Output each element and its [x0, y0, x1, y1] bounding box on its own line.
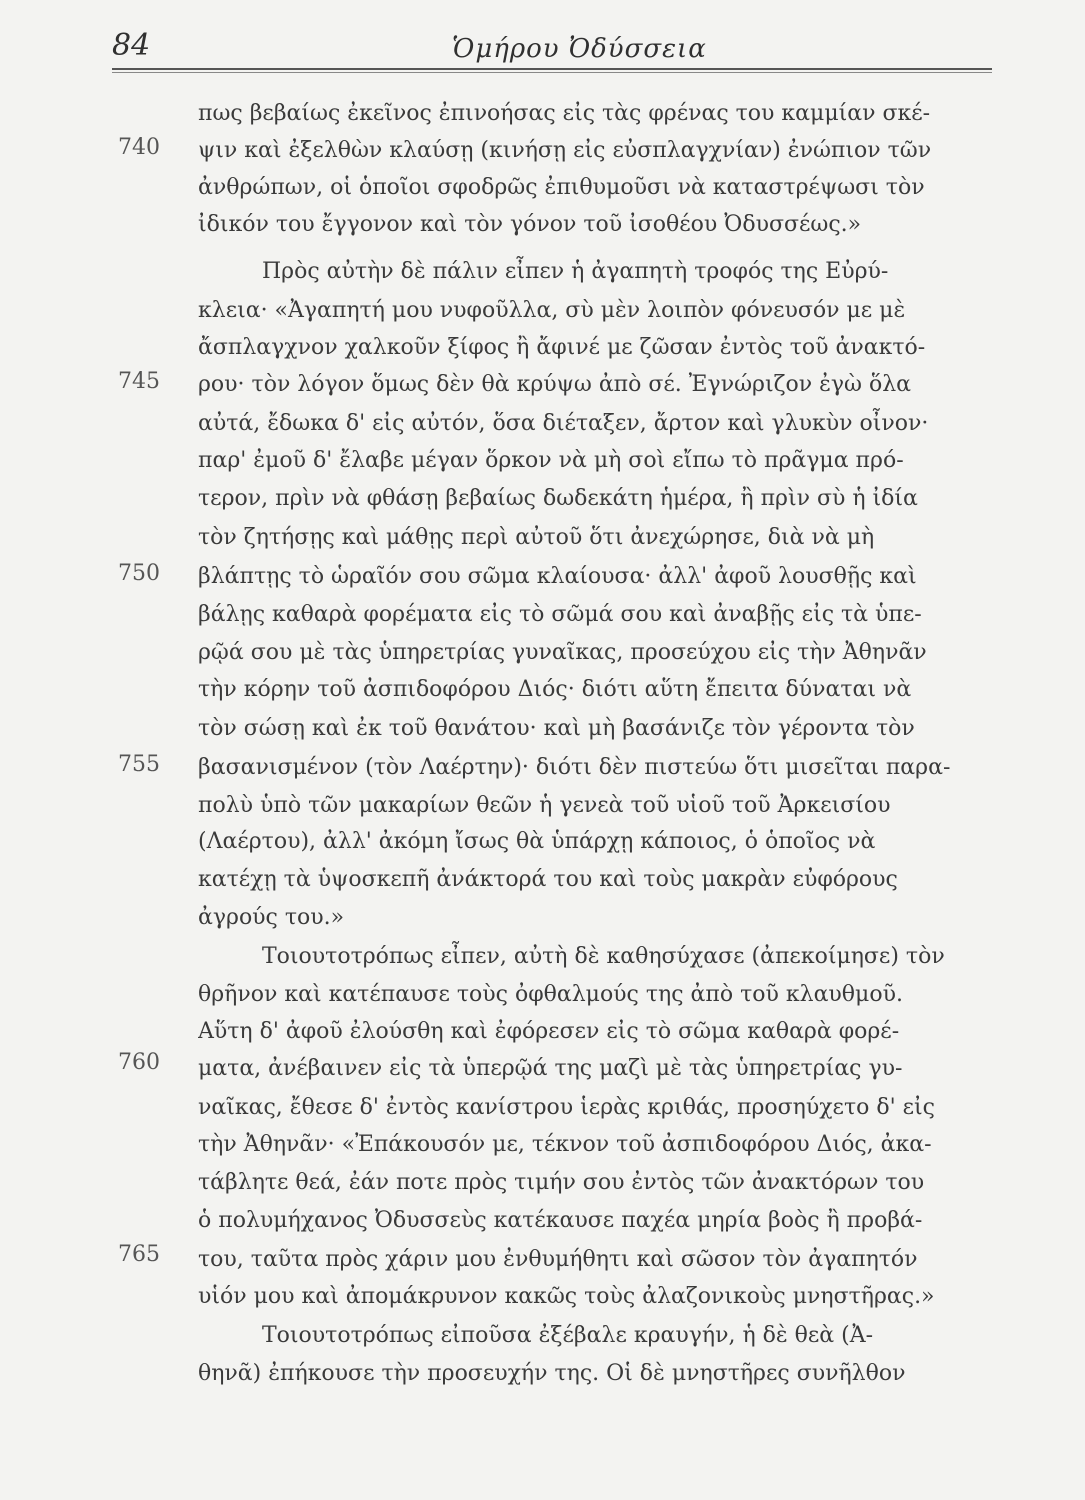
running-title: Ὁμήρου Ὀδύσσεια	[452, 34, 707, 64]
text-line: ρῷά σου μὲ τὰς ὑπηρετρίας γυναῖκας, προσεύχου εἰς τὴν Ἀθηνᾶν	[198, 640, 927, 665]
text-line: ἀνθρώπων, οἱ ὁποῖοι σφοδρῶς ἐπιθυμοῦσι νὰ καταστρέψωσι τὸν	[198, 175, 925, 200]
text-line: βλάπτῃς τὸ ὡραῖόν σου σῶμα κλαίουσα· ἀλλ' ἀφοῦ λουσθῇς καὶ	[198, 564, 917, 589]
text-line: ρου· τὸν λόγον ὅμως δὲν θὰ κρύψω ἀπὸ σέ. Ἐγνώριζον ἐγὼ ὅλα	[198, 372, 912, 397]
text-line: ὁ πολυμήχανος Ὀδυσσεὺς κατέκαυσε παχέα μηρία βοὸς ἢ προβά-	[198, 1208, 923, 1233]
text-line: θρῆνον καὶ κατέπαυσε τοὺς ὀφθαλμούς της ἀπὸ τοῦ κλαυθμοῦ.	[198, 982, 903, 1007]
line-number: 760	[118, 1050, 160, 1075]
paragraph-start-line: Τοιουτοτρόπως εἰποῦσα ἐξέβαλε κραυγήν, ἡ δὲ θεὰ (Ἀ-	[262, 1323, 874, 1348]
text-line: τὴν κόρην τοῦ ἀσπιδοφόρου Διός· διότι αὕτη ἔπειτα δύναται νὰ	[198, 677, 912, 702]
text-line: (Λαέρτου), ἀλλ' ἀκόμη ἴσως θὰ ὑπάρχῃ κάποιος, ὁ ὁποῖος νὰ	[198, 829, 876, 854]
text-line: αὐτά, ἔδωκα δ' εἰς αὐτόν, ὅσα διέταξεν, ἄρτον καὶ γλυκὺν οἶνον·	[198, 411, 929, 436]
text-line: θηνᾶ) ἐπήκουσε τὴν προσευχήν της. Οἱ δὲ μνηστῆρες συνῆλθον	[198, 1361, 906, 1386]
text-line: κλεια· «Ἀγαπητή μου νυφοῦλλα, σὺ μὲν λοιπὸν φόνευσόν με μὲ	[198, 298, 906, 323]
line-number: 740	[118, 135, 160, 160]
text-line: ἄσπλαγχνον χαλκοῦν ξίφος ἢ ἄφινέ με ζῶσαν ἐντὸς τοῦ ἀνακτό-	[198, 335, 926, 360]
paragraph-start-line: Πρὸς αὐτὴν δὲ πάλιν εἶπεν ἡ ἀγαπητὴ τροφός της Εὐρύ-	[262, 259, 889, 284]
text-line: τὸν σώσῃ καὶ ἐκ τοῦ θανάτου· καὶ μὴ βασάνιζε τὸν γέροντα τὸν	[198, 716, 915, 741]
text-line: βάλῃς καθαρὰ φορέματα εἰς τὸ σῶμά σου καὶ ἀναβῇς εἰς τὰ ὑπε-	[198, 602, 922, 627]
text-line: βασανισμένον (τὸν Λαέρτην)· διότι δὲν πιστεύω ὅτι μισεῖται παρα-	[198, 755, 951, 780]
text-line: τάβλητε θεά, ἐάν ποτε πρὸς τιμήν σου ἐντὸς τῶν ἀνακτόρων του	[198, 1170, 925, 1195]
text-line: κατέχῃ τὰ ὑψοσκεπῆ ἀνάκτορά του καὶ τοὺς μακρὰν εὐφόρους	[198, 867, 898, 892]
header-rule	[112, 68, 992, 70]
text-line: τερον, πρὶν νὰ φθάσῃ βεβαίως δωδεκάτη ἡμέρα, ἢ πρὶν σὺ ἡ ἰδία	[198, 486, 918, 511]
line-number: 765	[118, 1242, 160, 1267]
text-line: του, ταῦτα πρὸς χάριν μου ἐνθυμήθητι καὶ σῶσον τὸν ἀγαπητόν	[198, 1247, 918, 1272]
line-number: 745	[118, 369, 160, 394]
paragraph-start-line: Τοιουτοτρόπως εἶπεν, αὐτὴ δὲ καθησύχασε (ἀπεκοίμησε) τὸν	[262, 944, 945, 969]
line-number: 750	[118, 561, 160, 586]
text-line: τὸν ζητήσῃς καὶ μάθῃς περὶ αὐτοῦ ὅτι ἀνεχώρησε, διὰ νὰ μὴ	[198, 525, 875, 550]
text-line: πολὺ ὑπὸ τῶν μακαρίων θεῶν ἡ γενεὰ τοῦ υἱοῦ τοῦ Ἀρκεισίου	[198, 793, 891, 818]
text-line: ματα, ἀνέβαινεν εἰς τὰ ὑπερῷά της μαζὶ μὲ τὰς ὑπηρετρίας γυ-	[198, 1056, 903, 1081]
text-line: Αὕτη δ' ἀφοῦ ἐλούσθη καὶ ἐφόρεσεν εἰς τὸ σῶμα καθαρὰ φορέ-	[198, 1019, 900, 1044]
page-number: 84	[112, 28, 151, 63]
text-line: τὴν Ἀθηνᾶν· «Ἐπάκουσόν με, τέκνον τοῦ ἀσπιδοφόρου Διός, ἀκα-	[198, 1132, 932, 1157]
text-line: παρ' ἐμοῦ δ' ἔλαβε μέγαν ὅρκον νὰ μὴ σοὶ εἴπω τὸ πρᾶγμα πρό-	[198, 448, 904, 473]
text-line: υἱόν μου καὶ ἀπομάκρυνον κακῶς τοὺς ἀλαζονικοὺς μνηστῆρας.»	[198, 1284, 935, 1309]
header-rule-thin	[112, 72, 992, 73]
text-line: ψιν καὶ ἐξελθὼν κλαύσῃ (κινήσῃ εἰς εὐσπλαγχνίαν) ἐνώπιον τῶν	[198, 138, 932, 163]
text-line: ἀγρούς του.»	[198, 905, 345, 930]
text-line: πως βεβαίως ἐκεῖνος ἐπινοήσας εἰς τὰς φρένας του καμμίαν σκέ-	[198, 101, 931, 126]
text-line: ἰδικόν του ἔγγονον καὶ τὸν γόνον τοῦ ἰσοθέου Ὀδυσσέως.»	[198, 212, 862, 237]
text-line: ναῖκας, ἔθεσε δ' ἐντὸς κανίστρου ἱερὰς κριθάς, προσηύχετο δ' εἰς	[198, 1095, 935, 1120]
line-number: 755	[118, 752, 160, 777]
